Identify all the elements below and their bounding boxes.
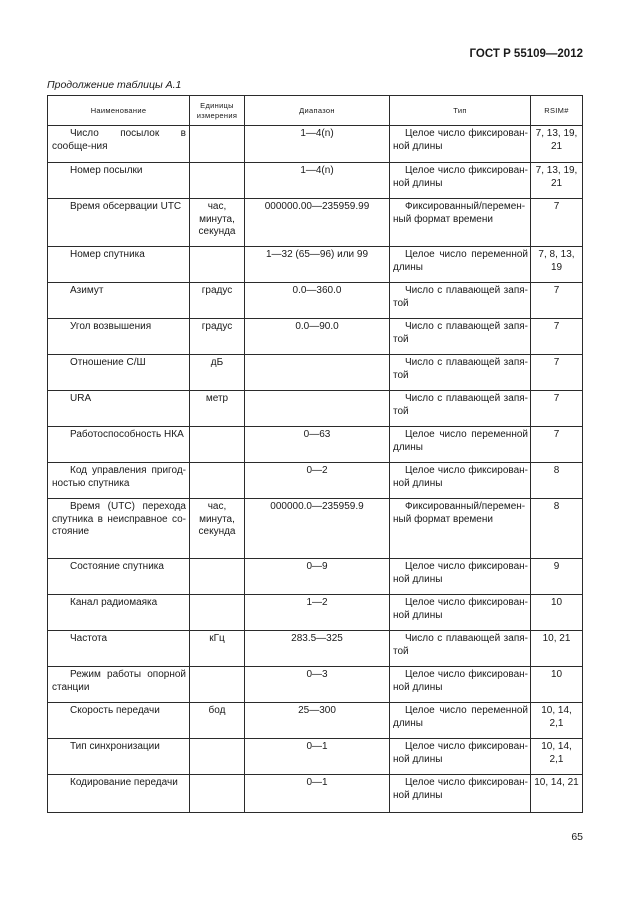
type-cell — [390, 319, 531, 355]
column-header: RSIM# — [531, 96, 583, 126]
rsim-cell: 7, 13, 19, 21 — [531, 163, 583, 199]
type-cell — [390, 283, 531, 319]
type-cell — [390, 163, 531, 199]
parameter-name-text: Азимут — [70, 285, 104, 296]
range-cell: 0—9 — [245, 559, 390, 595]
rsim-cell: 9 — [531, 559, 583, 595]
table-body — [48, 126, 583, 813]
parameter-name-cell — [48, 595, 190, 631]
range-cell: 0—1 — [245, 739, 390, 775]
rsim-cell: 7 — [531, 283, 583, 319]
parameter-name-text: Номер спутника — [70, 249, 145, 260]
type-text: Фиксированный/перемен-ный формат времени — [393, 501, 526, 525]
range-cell: 0.0—90.0 — [245, 319, 390, 355]
range-cell: 000000.00—235959.99 — [245, 199, 390, 247]
rsim-cell: 8 — [531, 463, 583, 499]
unit-cell — [190, 775, 245, 813]
range-cell: 0—2 — [245, 463, 390, 499]
type-cell — [390, 595, 531, 631]
parameter-name-text: Работоспособность НКА — [70, 429, 184, 440]
type-text: Целое число переменной длины — [393, 705, 528, 729]
type-cell — [390, 247, 531, 283]
rsim-cell: 10 — [531, 667, 583, 703]
table-caption: Продолжение таблицы А.1 — [47, 79, 182, 91]
unit-cell: градус — [190, 319, 245, 355]
table-row — [48, 126, 583, 163]
parameter-name-cell — [48, 319, 190, 355]
parameter-name-text: Кодирование передачи — [70, 777, 178, 788]
table-row — [48, 355, 583, 391]
table-row — [48, 559, 583, 595]
rsim-cell: 7 — [531, 391, 583, 427]
rsim-cell: 10, 14, 21 — [531, 775, 583, 813]
range-cell: 0.0—360.0 — [245, 283, 390, 319]
parameter-name-text: Скорость передачи — [70, 705, 160, 716]
rsim-cell: 10, 14, 2,1 — [531, 703, 583, 739]
rsim-cell: 7 — [531, 427, 583, 463]
column-header: Наименование — [48, 96, 190, 126]
rsim-cell: 8 — [531, 499, 583, 559]
range-cell: 1—32 (65—96) или 99 — [245, 247, 390, 283]
type-text: Целое число переменной длины — [393, 249, 528, 273]
type-text: Целое число фиксирован-ной длины — [393, 597, 528, 621]
unit-cell: дБ — [190, 355, 245, 391]
table-row — [48, 427, 583, 463]
parameter-name-text: Состояние спутника — [70, 561, 164, 572]
rsim-cell: 10, 21 — [531, 631, 583, 667]
range-cell: 000000.0—235959.9 — [245, 499, 390, 559]
table-row — [48, 319, 583, 355]
parameter-name-text: Код управления пригод-ностью спутника — [52, 465, 186, 489]
type-text: Целое число фиксирован-ной длины — [393, 561, 528, 585]
type-cell — [390, 199, 531, 247]
unit-cell — [190, 463, 245, 499]
type-cell — [390, 499, 531, 559]
table-row — [48, 247, 583, 283]
type-cell — [390, 703, 531, 739]
table-row — [48, 739, 583, 775]
unit-cell: метр — [190, 391, 245, 427]
rsim-cell: 7 — [531, 319, 583, 355]
page-number: 65 — [571, 831, 583, 843]
unit-cell: бод — [190, 703, 245, 739]
rsim-cell: 10, 14, 2,1 — [531, 739, 583, 775]
unit-cell — [190, 247, 245, 283]
parameter-name-text: Время обсервации UTC — [70, 201, 182, 212]
range-cell: 25—300 — [245, 703, 390, 739]
range-cell: 283.5—325 — [245, 631, 390, 667]
parameter-name-cell — [48, 163, 190, 199]
range-cell: 1—4(n) — [245, 163, 390, 199]
table-row — [48, 283, 583, 319]
type-cell — [390, 126, 531, 163]
data-table — [47, 95, 583, 813]
type-text: Целое число переменной длины — [393, 429, 528, 453]
type-text: Число с плавающей запя-той — [393, 357, 528, 381]
type-text: Целое число фиксирован-ной длины — [393, 669, 528, 693]
table-row — [48, 775, 583, 813]
type-cell — [390, 355, 531, 391]
type-cell — [390, 739, 531, 775]
parameter-name-cell — [48, 391, 190, 427]
table-header-row — [48, 96, 583, 126]
parameter-name-text: Отношение С/Ш — [70, 357, 146, 368]
table-row — [48, 163, 583, 199]
parameter-name-cell — [48, 499, 190, 559]
table-row — [48, 631, 583, 667]
range-cell — [245, 391, 390, 427]
type-cell — [390, 559, 531, 595]
standard-number: ГОСТ Р 55109—2012 — [469, 48, 583, 60]
column-header: Тип — [390, 96, 531, 126]
unit-cell — [190, 667, 245, 703]
unit-cell: градус — [190, 283, 245, 319]
type-text: Целое число фиксирован-ной длины — [393, 741, 528, 765]
parameter-name-cell — [48, 199, 190, 247]
parameter-name-text: Режим работы опорной станции — [52, 669, 186, 693]
parameter-name-cell — [48, 631, 190, 667]
unit-cell — [190, 739, 245, 775]
range-cell — [245, 355, 390, 391]
parameter-name-text: Номер посылки — [70, 165, 143, 176]
rsim-cell: 7, 13, 19, 21 — [531, 126, 583, 163]
range-cell: 0—63 — [245, 427, 390, 463]
parameter-name-cell — [48, 126, 190, 163]
parameter-name-cell — [48, 667, 190, 703]
table-row — [48, 391, 583, 427]
parameter-name-text: Канал радиомаяка — [70, 597, 158, 608]
parameter-name-text: URA — [70, 393, 92, 404]
table-row — [48, 667, 583, 703]
parameter-name-cell — [48, 283, 190, 319]
table-row — [48, 499, 583, 559]
unit-cell: кГц — [190, 631, 245, 667]
table-row — [48, 199, 583, 247]
type-text: Целое число фиксирован-ной длины — [393, 128, 528, 152]
unit-cell — [190, 595, 245, 631]
parameter-name-text: Частота — [70, 633, 108, 644]
unit-cell — [190, 427, 245, 463]
type-cell — [390, 631, 531, 667]
type-text: Число с плавающей запя-той — [393, 285, 528, 309]
type-cell — [390, 391, 531, 427]
table-row — [48, 463, 583, 499]
parameter-name-cell — [48, 559, 190, 595]
type-text: Число с плавающей запя-той — [393, 321, 528, 345]
parameter-name-text: Время (UTC) перехода спутника в неисправное со-стояние — [52, 501, 186, 537]
table-row — [48, 703, 583, 739]
type-cell — [390, 775, 531, 813]
column-header: Единицы измерения — [190, 96, 245, 126]
rsim-cell: 7 — [531, 355, 583, 391]
range-cell: 1—2 — [245, 595, 390, 631]
type-cell — [390, 667, 531, 703]
parameter-name-cell — [48, 355, 190, 391]
type-text: Целое число фиксирован-ной длины — [393, 465, 528, 489]
parameter-name-text: Число посылок в сообще-ния — [52, 128, 186, 152]
parameter-name-cell — [48, 739, 190, 775]
rsim-cell: 7 — [531, 199, 583, 247]
type-text: Фиксированный/перемен-ный формат времени — [393, 201, 526, 225]
rsim-cell: 10 — [531, 595, 583, 631]
unit-cell: час, минута, секунда — [190, 499, 245, 559]
unit-cell — [190, 126, 245, 163]
type-text: Число с плавающей запя-той — [393, 633, 528, 657]
column-header: Диапазон — [245, 96, 390, 126]
unit-cell — [190, 559, 245, 595]
type-text: Число с плавающей запя-той — [393, 393, 528, 417]
type-text: Целое число фиксирован-ной длины — [393, 165, 528, 189]
parameter-name-text: Угол возвышения — [70, 321, 152, 332]
type-text: Целое число фиксирован-ной длины — [393, 777, 528, 801]
unit-cell: час, минута, секунда — [190, 199, 245, 247]
range-cell: 0—1 — [245, 775, 390, 813]
parameter-name-cell — [48, 703, 190, 739]
parameter-name-cell — [48, 427, 190, 463]
type-cell — [390, 427, 531, 463]
parameter-name-cell — [48, 463, 190, 499]
range-cell: 0—3 — [245, 667, 390, 703]
rsim-cell: 7, 8, 13, 19 — [531, 247, 583, 283]
range-cell: 1—4(n) — [245, 126, 390, 163]
table-row — [48, 595, 583, 631]
type-cell — [390, 463, 531, 499]
parameter-name-text: Тип синхронизации — [70, 741, 160, 752]
unit-cell — [190, 163, 245, 199]
parameter-name-cell — [48, 775, 190, 813]
parameter-name-cell — [48, 247, 190, 283]
